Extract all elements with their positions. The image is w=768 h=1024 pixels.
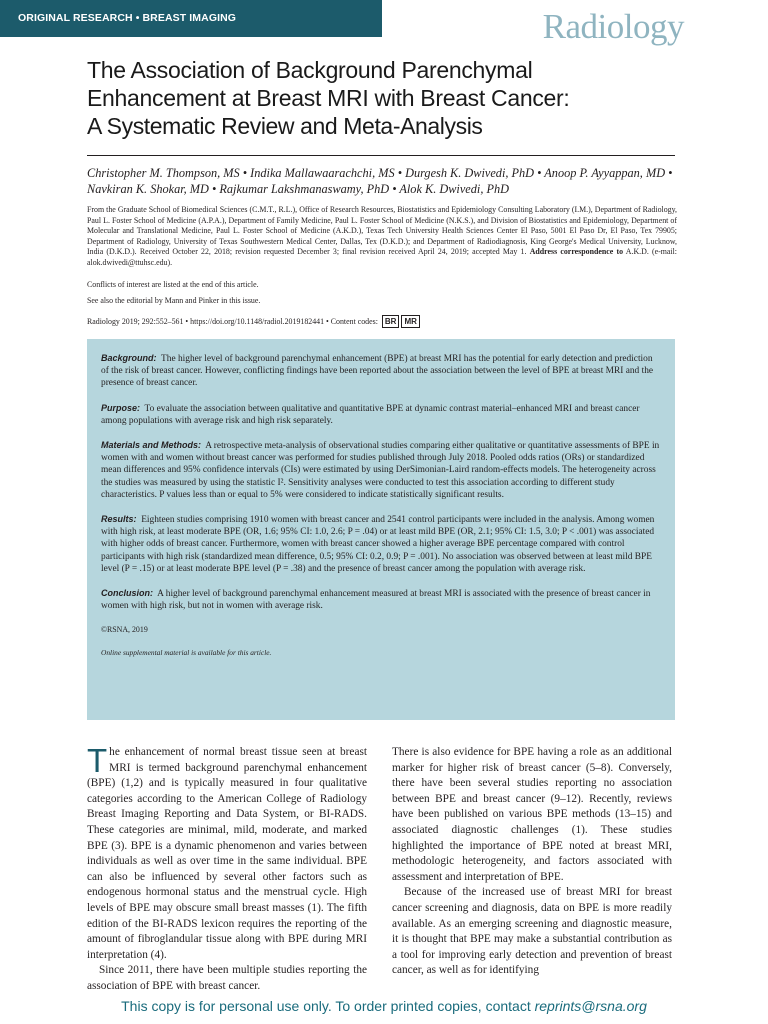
background-text: The higher level of background parenchymal enhancement (BPE) at breast MRI has the potential for early detection and prediction of the risk of breast cancer. However, conflicting findings have been reported about the association between the level of BPE at breast MRI and the presence of breast cancer. [101, 354, 654, 389]
body-column-right [392, 745, 672, 979]
abstract-conclusion [101, 587, 661, 612]
purpose-text: To evaluate the association between qualitative and quantitative BPE at dynamic contrast material–enhanced MRI and breast cancer among populations with average risk and high risk separately. [101, 403, 640, 426]
abstract-methods [101, 439, 661, 501]
methods-heading: Materials and Methods: [101, 440, 202, 451]
section-label: ORIGINAL RESEARCH • BREAST IMAGING [0, 0, 382, 37]
results-heading: Results: [101, 514, 137, 525]
body-paragraph: There is also evidence for BPE having a role as an additional marker for higher risk of breast cancer (5–8). Conversely, there have been several studies reporting no association between BPE and breast cancer (9–12). Recently, reviews have been published on various BPE methods (13–15) and associated diagnostic challenges (1). These studies highlighted the importance of BPE noted at breast MRI, methodologic heterogeneity, and factors associated with assessment and interpretation of BPE. [392, 746, 672, 883]
abstract-purpose [101, 402, 661, 427]
correspondence-label: Address correspondence to [529, 247, 624, 257]
citation-line [87, 315, 420, 328]
results-text: Eighteen studies comprising 1910 women with breast cancer and 2541 control participants were included in the analysis. Among women with high risk, at least moderate BPE (OR, 1.6; 95% CI: 1.0, 2.6; P = .04) or at least mild BPE (OR, 2.1; 95% CI: 1.5, 3.0; P < .001) was associated with higher odds of breast cancer. Furthermore, women with breast cancer showed a higher average BPE percentage compared with control participants with high risk (standardized mean difference, 0.5; 95% CI: 0.2, 0.9; P = .001). No association was observed between at least mild BPE level (P = .15) or at least moderate BPE level (P = .38) and the presence of breast cancer among the population with average risk. [101, 515, 655, 574]
reprints-email-link[interactable]: reprints@rsna.org [534, 998, 647, 1014]
copyright: ©RSNA, 2019 [101, 625, 148, 635]
affiliation-text: From the Graduate School of Biomedical Sciences (C.M.T., R.L.), Office of Research Resources, Biostatistics and Epidemiology Consulting Laboratory (I.M.), Department of Radiology, Paul L. Foster School of Medicine (A.P.A.), Department of Family Medicine, Paul L. Foster School of Medicine (N.K.S.), and Division of Biostatistics and Epidemiology, Department of Molecular and Translational Medicine, Paul L. Foster School of Medicine (A.K.D.), Texas Tech University Health Sciences Center El Paso, 5001 El Paso Dr, El Paso, Tex 79905; Department of Radiology, University of Texas Southwestern Medical Center, Dallas, Tex (D.K.D.); and Department of Radiodiagnosis, King George's Medical University, Lucknow, India (D.K.D.). Received October 22, 2018; revision requested December 3; final revision received April 24, 2019; accepted May 1. [87, 205, 677, 257]
purpose-heading: Purpose: [101, 402, 141, 413]
methods-text: A retrospective meta-analysis of observational studies comparing either qualitative or quantitative assessments of BPE in women with and women without breast cancer was performed for studies published through July 2018. Pooled odds ratios (ORs) or standardized mean differences and 95% confidence intervals (CIs) were estimated by using DerSimonian-Laird random-effects models. The heterogeneity across the studies was measured by using the statistic I². Sensitivity analyses were conducted to test this association according to different study characteristics. P values less than or equal to 5% were considered to indicate statistically significant results. [101, 441, 660, 500]
correspondence-text: A.K.D. (e-mail: alok.dwivedi@ttuhsc.edu). [87, 247, 677, 267]
title-divider [87, 155, 675, 156]
author-list [87, 165, 687, 197]
body-paragraph: Since 2011, there have been multiple studies reporting the association of BPE with breast cancer. [87, 964, 367, 992]
citation-text: Radiology 2019; 292:552–561 • https://doi.org/10.1148/radiol.2019182441 • Content codes: [87, 317, 378, 326]
affiliations [87, 205, 677, 269]
editorial-note: See also the editorial by Mann and Pinker in this issue. [87, 296, 261, 305]
abstract-box [87, 339, 675, 720]
conclusion-heading: Conclusion: [101, 588, 153, 599]
content-code-br: BR [382, 315, 400, 328]
content-code-mr: MR [401, 315, 419, 328]
body-paragraph [87, 742, 367, 963]
drop-cap: T [87, 742, 108, 779]
abstract-background [101, 352, 661, 390]
online-supplement-note: Online supplemental material is available for this article. [101, 647, 272, 657]
footer-text: This copy is for personal use only. To order printed copies, contact [121, 998, 531, 1014]
body-text: he enhancement of normal breast tissue seen at breast MRI is termed background parenchymal enhancement (BPE) (1,2) and is typically measured in four qualitative categories according to the American College of Radiology Breast Imaging Reporting and Data System, or BI-RADS. These categories are minimal, mild, moderate, and marked BPE (3). BPE is a dynamic phenomenon and varies between individuals as well as over time in the same individual. BPE can also be influenced by several other factors such as endogenous hormonal status and the menstrual cycle. High levels of BPE may obscure small breast masses (1). The fifth edition of the BI-RADS lexicon requires the reporting of the amount of fibroglandular tissue along with BPE during MRI interpretation (4). [87, 746, 367, 961]
author-line-2: Navkiran K. Shokar, MD • Rajkumar Lakshmanaswamy, PhD • Alok K. Dwivedi, PhD [87, 182, 510, 196]
abstract-results [101, 513, 661, 575]
conclusion-text: A higher level of background parenchymal enhancement measured at breast MRI is associated with the presence of breast cancer in women with high risk, but not in women with average risk. [101, 589, 651, 612]
conflicts-note: Conflicts of interest are listed at the end of this article. [87, 280, 259, 289]
reprint-footer [0, 998, 768, 1014]
title-subtitle: A Systematic Review and Meta-Analysis [87, 113, 483, 139]
journal-logo: Radiology [542, 7, 684, 46]
author-line-1: Christopher M. Thompson, MS • Indika Mallawaarachchi, MS • Durgesh K. Dwivedi, PhD • Anoop P. Ayyappan, MD • [87, 166, 673, 180]
title-line-1: The Association of Background Parenchymal [87, 57, 533, 83]
article-title [87, 56, 687, 140]
title-line-2: Enhancement at Breast MRI with Breast Cancer: [87, 85, 570, 111]
body-column-left [87, 742, 367, 995]
background-heading: Background: [101, 353, 157, 363]
body-paragraph: Because of the increased use of breast MRI for breast cancer screening and diagnosis, data on BPE is more readily available. As an emerging screening and diagnostic measure, it is thought that BPE may make a substantial contribution as a tool for improving early detection and prevention of breast cancer, as well as for identifying [392, 886, 672, 977]
